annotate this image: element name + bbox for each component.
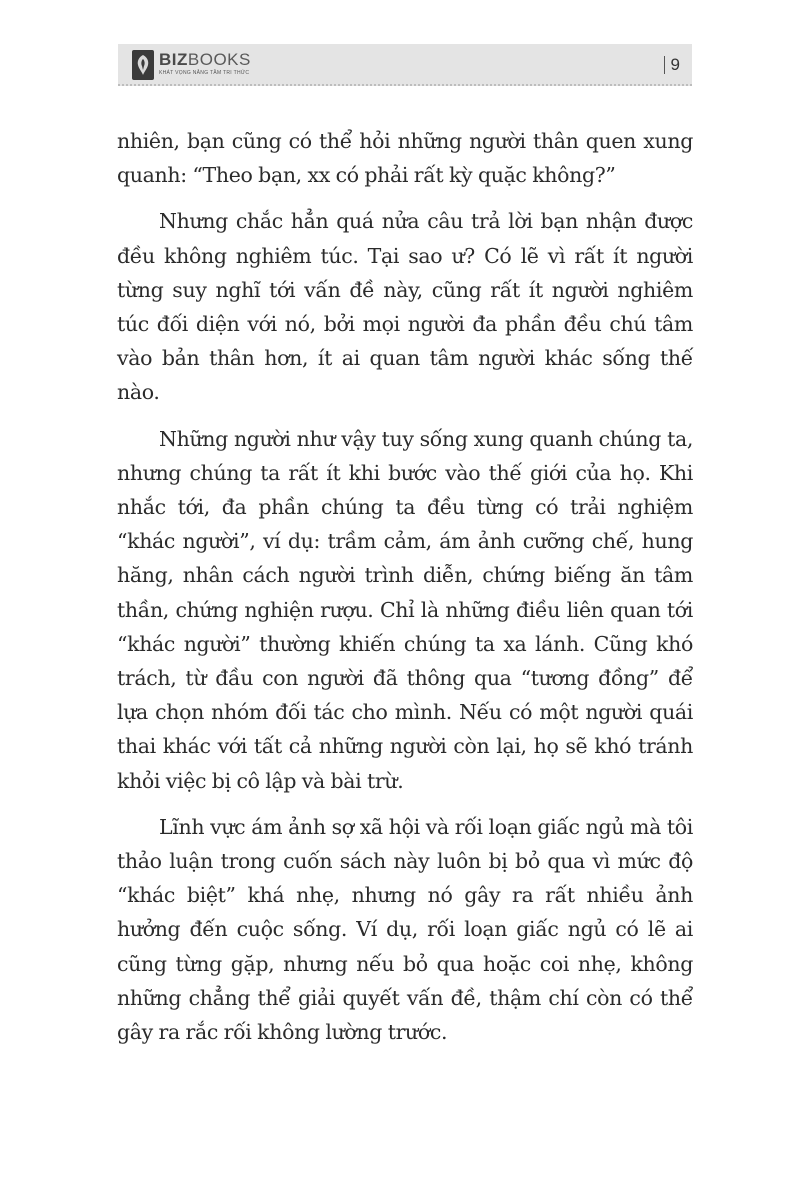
publisher-tagline: KHÁT VỌNG NÂNG TẦM TRI THỨC bbox=[159, 70, 250, 76]
publisher-name bbox=[159, 50, 251, 69]
publisher-name-bold: BIZ bbox=[159, 50, 188, 69]
running-header bbox=[118, 44, 692, 86]
paragraph: Lĩnh vực ám ảnh sợ xã hội và rối loạn giấc ngủ mà tôi thảo luận trong cuốn sách này luôn bị bỏ qua vì mức độ “khác biệt” khá nhẹ, nhưng nó gây ra rất nhiều ảnh hưởng đến cuộc sống. Ví dụ, rối loạn giấc ngủ có lẽ ai cũng từng gặp, nhưng nếu bỏ qua hoặc coi nhẹ, không những chẳng thể giải quyết vấn đề, thậm chí còn có thể gây ra rắc rối không lường trước. bbox=[117, 814, 693, 1045]
publisher-logo bbox=[132, 50, 251, 80]
publisher-name-light: BOOKS bbox=[187, 50, 251, 69]
bizbooks-emblem-icon bbox=[132, 50, 154, 80]
page-number bbox=[664, 55, 680, 75]
paragraph: nhiên, bạn cũng có thể hỏi những người thân quen xung quanh: “Theo bạn, xx có phải rất kỳ quặc không?” bbox=[117, 129, 693, 188]
body-text bbox=[117, 124, 693, 1061]
paragraph: Nhưng chắc hẳn quá nửa câu trả lời bạn nhận được đều không nghiêm túc. Tại sao ư? Có lẽ vì rất ít người từng suy nghĩ tới vấn đề này, cũng rất ít người nghiêm túc đối diện với nó, bởi mọi người đa phần đều chú tâm vào bản thân hơn, ít ai quan tâm người khác sống thế nào. bbox=[117, 209, 693, 405]
page-number-divider bbox=[664, 56, 665, 74]
paragraph: Những người như vậy tuy sống xung quanh chúng ta, nhưng chúng ta rất ít khi bước vào thế giới của họ. Khi nhắc tới, đa phần chúng ta đều từng có trải nghiệm “khác người”, ví dụ: trầm cảm, ám ảnh cưỡng chế, hung hăng, nhân cách người trình diễn, chứng biếng ăn tâm thần, chứng nghiện rượu. Chỉ là những điều liên quan tới “khác người” thường khiến chúng ta xa lánh. Cũng khó trách, từ đầu con người đã thông qua “tương đồng” để lựa chọn nhóm đối tác cho mình. Nếu có một người quái thai khác với tất cả những người còn lại, họ sẽ khó tránh khỏi việc bị cô lập và bài trừ. bbox=[117, 426, 693, 793]
page-number-value: 9 bbox=[670, 55, 680, 74]
